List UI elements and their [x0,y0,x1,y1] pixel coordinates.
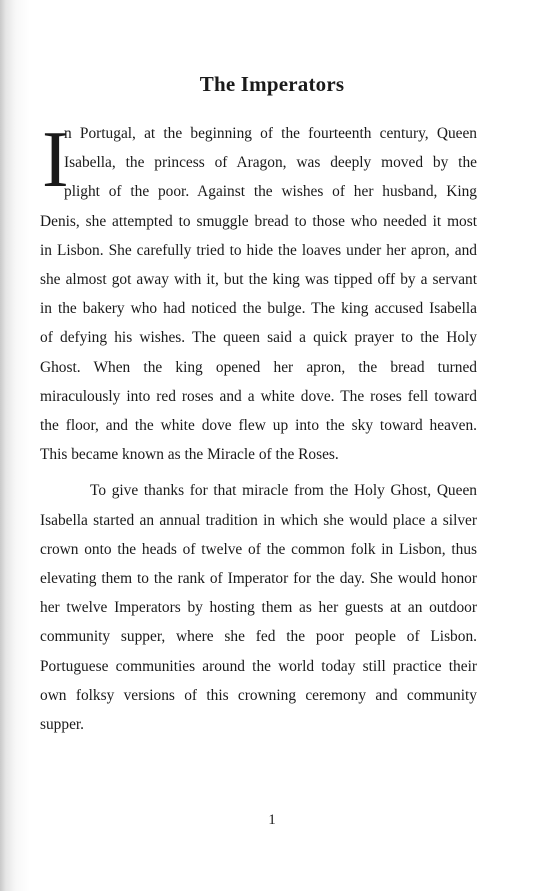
paragraph-2 [40,476,477,739]
text-line: Ghost. When the king opened her apron, the bread turned [40,358,477,376]
chapter-body [40,116,477,739]
text-line: supper. [40,716,85,734]
chapter-title: The Imperators [199,72,345,96]
text-line: she almost got away with it, but the king was tipped off by a servant [40,271,477,289]
text-line: Isabella started an annual tradition in which she would place a silver [40,511,477,529]
text-line: n Portugal, at the beginning of the fourteenth century, Queen [64,125,477,142]
paragraph-1 [40,116,477,469]
text-line: her twelve Imperators by hosting them as her guests at an outdoor [40,599,477,617]
text-line: in the bakery who had noticed the bulge. The king accused Isabella [40,300,477,318]
text-line: community supper, where she fed the poor people of Lisbon. [40,628,477,646]
text-line: Isabella, the princess of Aragon, was deeply moved by the [64,154,477,172]
text-line: Portuguese communities around the world today still practice their [40,657,477,675]
text-line: of defying his wishes. The queen said a quick prayer to the Holy [40,329,477,347]
page-number: 1 [268,812,276,828]
text-line: Denis, she attempted to smuggle bread to those who needed it most [40,212,477,230]
text-line: This became known as the Miracle of the Roses. [40,446,339,464]
text-line: plight of the poor. Against the wishes of her husband, King [64,183,477,201]
text-line: elevating them to the rank of Imperator for the day. She would honor [40,570,477,588]
text-line: crown onto the heads of twelve of the common folk in Lisbon, thus [40,540,477,558]
drop-cap-letter: I [42,116,69,204]
text-line: To give thanks for that miracle from the Holy Ghost, Queen [90,482,477,500]
text-line: miraculously into red roses and a white dove. The roses fell toward [40,387,477,405]
text-line: in Lisbon. She carefully tried to hide the loaves under her apron, and [40,241,477,259]
text-line: own folksy versions of this crowning ceremony and community [40,686,477,704]
text-line: the floor, and the white dove flew up into the sky toward heaven. [40,417,477,435]
